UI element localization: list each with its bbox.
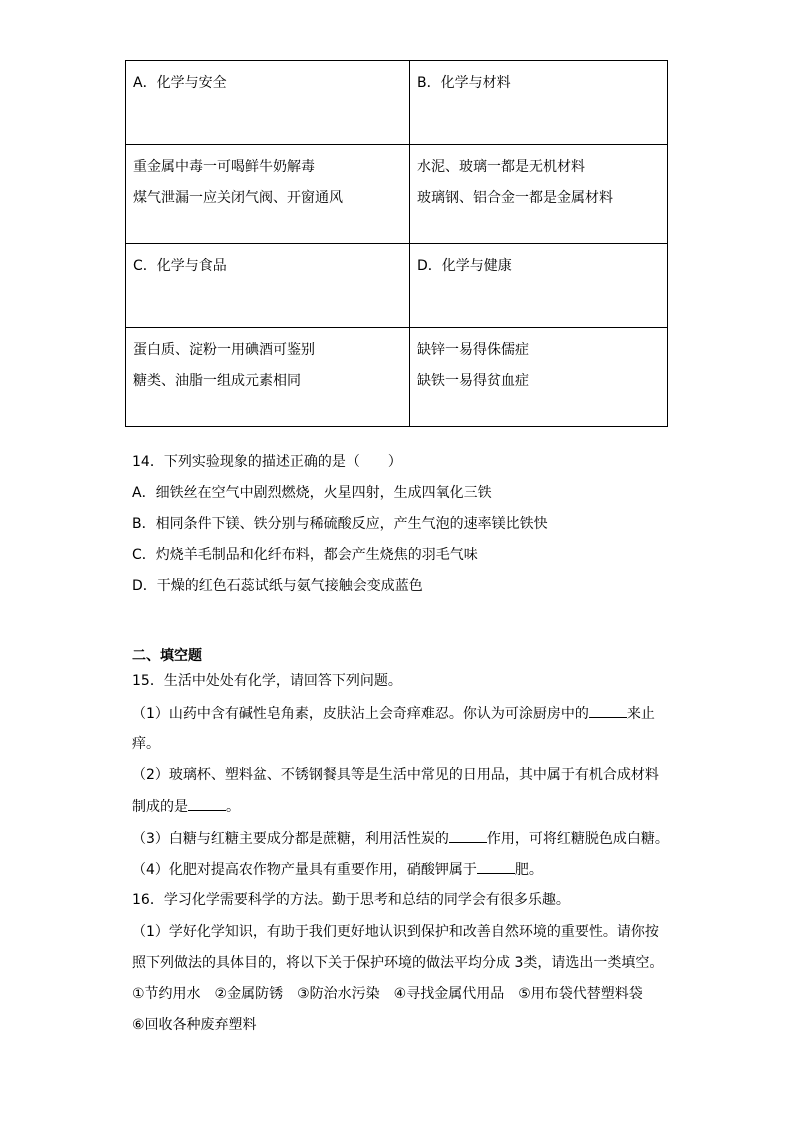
- option-d-line: 缺锌一易得侏儒症: [417, 342, 529, 358]
- question-15-part-1: （1）山药中含有碱性皂角素，皮肤沾上会奇痒难忍。你认为可涂厨房中的 来止: [132, 703, 655, 724]
- answer-blank[interactable]: [477, 859, 515, 874]
- option-c-line: 蛋白质、淀粉一用碘酒可鉴别: [133, 342, 315, 358]
- option-a-title: A．化学与安全: [126, 61, 410, 145]
- option-a-line: 重金属中毒一可喝鲜牛奶解毒: [133, 159, 315, 175]
- question-14-option-a: A．细铁丝在空气中剧烈燃烧，火星四射，生成四氧化三铁: [132, 485, 492, 501]
- option-d-content: [410, 328, 668, 427]
- option-d-line: 缺铁一易得贫血症: [417, 373, 529, 389]
- question-15-part-1-cont: 痒。: [132, 736, 160, 752]
- question-16-stem: 16．学习化学需要科学的方法。勤于思考和总结的同学会有很多乐趣。: [132, 892, 570, 908]
- option-c-line: 糖类、油脂一组成元素相同: [133, 373, 301, 389]
- question-16-part-1: （1）学好化学知识，有助于我们更好地认识到保护和改善自然环境的重要性。请你按: [132, 924, 659, 940]
- question-16-part-1-cont: 照下列做法的具体目的，将以下关于保护环境的做法平均分成 3类，请选出一类填空。: [132, 955, 664, 971]
- option-b-line: 水泥、玻璃一都是无机材料: [417, 159, 585, 175]
- option-c-title: C．化学与食品: [126, 244, 410, 328]
- answer-blank[interactable]: [449, 828, 487, 843]
- answer-blank[interactable]: [188, 796, 226, 811]
- question-16-practices-cont: ⑥回收各种废弃塑料: [132, 1017, 257, 1033]
- option-d-title: D．化学与健康: [410, 244, 668, 328]
- question-14-option-c: C．灼烧羊毛制品和化纤布料，都会产生烧焦的羽毛气味: [132, 547, 478, 563]
- question-15-part-2: （2）玻璃杯、塑料盆、不锈钢餐具等是生活中常见的日用品，其中属于有机合成材料: [132, 767, 659, 783]
- options-table: [125, 60, 668, 427]
- question-15-stem: 15．生活中处处有化学，请回答下列问题。: [132, 673, 402, 689]
- section-heading: 二、填空题: [132, 648, 202, 664]
- question-14-option-b: B．相同条件下镁、铁分别与稀硫酸反应，产生气泡的速率镁比铁快: [132, 516, 548, 532]
- option-b-line: 玻璃钢、铝合金一都是金属材料: [417, 190, 613, 206]
- option-b-content: [410, 145, 668, 244]
- option-a-line: 煤气泄漏一应关闭气阀、开窗通风: [133, 190, 343, 206]
- question-14-stem: 14．下列实验现象的描述正确的是（ ）: [132, 454, 402, 470]
- option-c-content: [126, 328, 410, 427]
- option-b-title: B．化学与材料: [410, 61, 668, 145]
- question-16-practices: ①节约用水 ②金属防锈 ③防治水污染 ④寻找金属代用品 ⑤用布袋代替塑料袋: [132, 986, 643, 1002]
- question-15-part-4: （4）化肥对提高农作物产量具有重要作用，硝酸钾属于 肥。: [132, 859, 543, 880]
- answer-blank[interactable]: [589, 703, 627, 718]
- option-a-content: [126, 145, 410, 244]
- question-15-part-2-cont: 制成的是 。: [132, 796, 240, 817]
- question-15-part-3: （3）白糖与红糖主要成分都是蔗糖，利用活性炭的 作用，可将红糖脱色成白糖。: [132, 828, 669, 849]
- question-14-option-d: D．干燥的红色石蕊试纸与氨气接触会变成蓝色: [132, 578, 423, 594]
